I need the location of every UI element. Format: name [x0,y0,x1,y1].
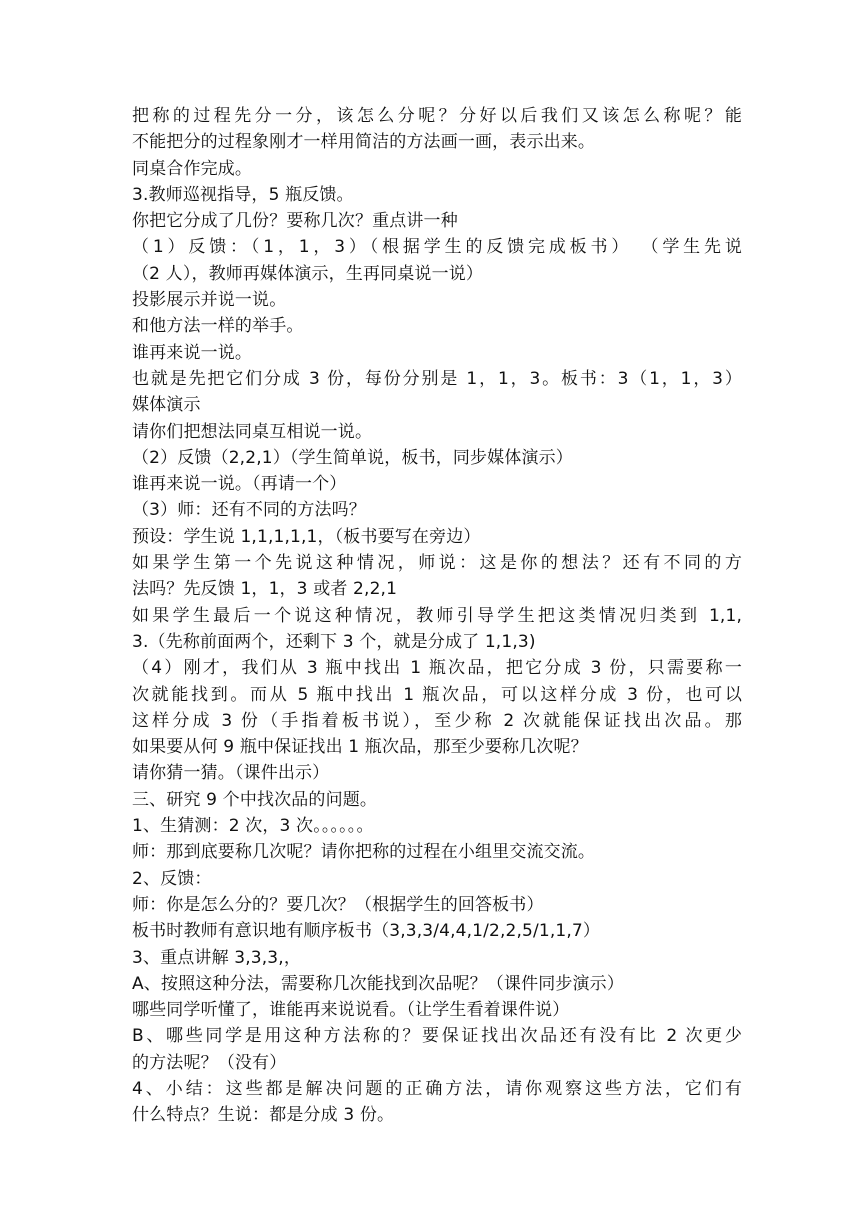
text-line: 板书时教师有意识地有顺序板书（3,3,3/4,4,1/2,2,5/1,1,7） [132,921,601,942]
text-line: 3、重点讲解 3,3,3,， [132,947,301,968]
text-line: 请你猜一猜。（课件出示） [132,763,330,784]
text-line: 次就能找到。而从 5 瓶中找出 1 瓶次品，可以这样分成 3 份，也可以 [132,684,742,705]
text-line: （1）反馈：（1，1，3）（根据学生的反馈完成板书） （学生先说 [132,237,742,258]
text-line: 3.教师巡视指导，5 瓶反馈。 [132,184,354,205]
text-line: 投影展示并说一说。 [132,290,287,311]
text-line: 谁再来说一说。 [132,342,253,363]
text-line: 和他方法一样的举手。 [132,316,304,337]
text-line: （2 人），教师再媒体演示，生再同桌说一说） [132,263,484,284]
text-line: 4、小结：这些都是解决问题的正确方法，请你观察这些方法，它们有 [132,1078,742,1099]
text-line: 不能把分的过程象刚才一样用简洁的方法画一画，表示出来。 [132,132,596,153]
text-line: 媒体演示 [132,395,201,416]
text-line: 1、生猜测：2 次，3 次。。。。。。 [132,816,374,837]
text-line: B、哪些同学是用这种方法称的？要保证找出次品还有没有比 2 次更少 [132,1026,742,1047]
text-line: 的方法呢？（没有） [132,1052,287,1073]
text-line: 这样分成 3 份（手指着板书说），至少称 2 次就能保证找出次品。那 [132,710,742,731]
text-line: 预设：学生说 1,1,1,1,1，（板书要写在旁边） [132,526,481,547]
text-line: 师：你是怎么分的？要几次？（根据学生的回答板书） [132,894,544,915]
text-line: 哪些同学听懂了，谁能再来说说看。（让学生看着课件说） [132,1000,570,1021]
text-line: 如果学生最后一个说这种情况，教师引导学生把这类情况归类到 1,1, [132,605,742,626]
text-line: 什么特点？生说：都是分成 3 份。 [132,1105,395,1126]
text-line: 谁再来说一说。（再请一个） [132,474,347,495]
text-line: 师：那到底要称几次呢？请你把称的过程在小组里交流交流。 [132,842,596,863]
text-line: A、按照这种分法，需要称几次能找到次品呢？（课件同步演示） [132,973,624,994]
text-line: 三、研究 9 个中找次品的问题。 [132,789,378,810]
text-line: 请你们把想法同桌互相说一说。 [132,421,373,442]
text-line: 也就是先把它们分成 3 份，每份分别是 1，1，3。板书：3（1，1，3） [132,368,742,389]
text-line: 如果要从何 9 瓶中保证找出 1 瓶次品，那至少要称几次呢？ [132,737,588,758]
text-line: 你把它分成了几份？要称几次？重点讲一种 [132,211,458,232]
text-line: （3）师：还有不同的方法吗？ [132,500,366,521]
text-line: 法吗？先反馈 1，1，3 或者 2,2,1 [132,579,398,600]
document-body [132,103,742,1129]
text-line: 把称的过程先分一分，该怎么分呢？分好以后我们又该怎么称呢？能 [132,106,742,126]
text-line: 如果学生第一个先说这种情况，师说：这是你的想法？还有不同的方 [132,553,742,574]
text-line: （2）反馈（2,2,1）（学生简单说，板书，同步媒体演示） [132,447,573,468]
text-line: 3.（先称前面两个，还剩下 3 个，就是分成了 1,1,3) [132,631,536,652]
text-line: 2、反馈： [132,868,212,889]
text-line: 同桌合作完成。 [132,158,253,179]
text-line: （4）刚才，我们从 3 瓶中找出 1 瓶次品，把它分成 3 份，只需要称一 [132,658,742,679]
